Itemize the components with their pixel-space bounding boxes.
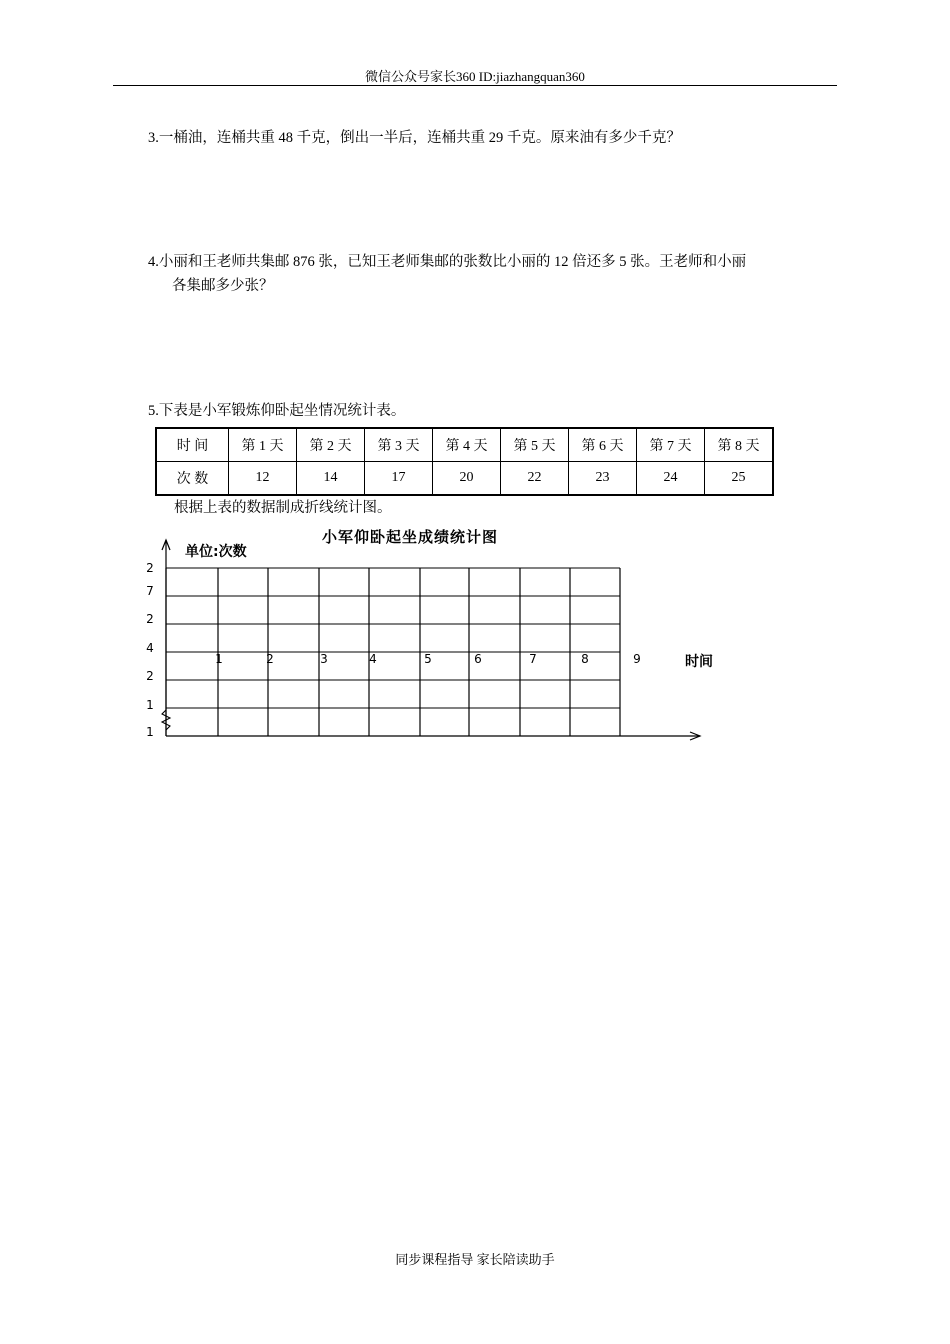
table-cell: 时 间 (156, 428, 229, 462)
table-cell: 第 3 天 (365, 428, 433, 462)
x-tick-label: 6 (474, 652, 482, 666)
question-5: 5.下表是小军锻炼仰卧起坐情况统计表。 (148, 403, 406, 419)
table-cell: 第 2 天 (297, 428, 365, 462)
x-tick-label: 7 (529, 652, 537, 666)
y-tick-label: 2 (146, 561, 154, 575)
table-cell: 24 (637, 462, 705, 496)
x-axis-label: 时间 (685, 654, 713, 670)
table-cell: 第 7 天 (637, 428, 705, 462)
y-tick-label: 1 (146, 698, 154, 712)
table-cell: 17 (365, 462, 433, 496)
chart-instruction: 根据上表的数据制成折线统计图。 (174, 500, 392, 516)
y-tick-label: 7 (146, 584, 154, 598)
x-tick-label: 5 (424, 652, 432, 666)
x-tick-label: 3 (320, 652, 328, 666)
y-tick-label: 2 (146, 669, 154, 683)
x-tick-label: 9 (633, 652, 641, 666)
y-tick-label: 1 (146, 725, 154, 739)
table-cell: 次 数 (156, 462, 229, 496)
chart-title: 小军仰卧起坐成绩统计图 (322, 528, 499, 546)
table-cell: 第 8 天 (705, 428, 774, 462)
question-3: 3.一桶油，连桶共重 48 千克，倒出一半后，连桶共重 29 千克。原来油有多少千克？ (148, 130, 681, 146)
table-cell: 第 5 天 (501, 428, 569, 462)
table-cell: 12 (229, 462, 297, 496)
x-tick-label: 4 (369, 652, 377, 666)
question-4-line-2: 各集邮多少张？ (172, 278, 274, 294)
page-footer: 同步课程指导 家长陪读助手 (395, 1252, 555, 1267)
x-tick-label: 2 (266, 652, 274, 666)
table-cell: 第 4 天 (433, 428, 501, 462)
table-cell: 第 6 天 (569, 428, 637, 462)
y-axis-unit-label: 单位:次数 (185, 544, 247, 560)
page-header: 微信公众号家长360 ID:jiazhangquan360 (365, 69, 585, 84)
table-cell: 第 1 天 (229, 428, 297, 462)
y-tick-label: 2 (146, 612, 154, 626)
question-4-line-1: 4.小丽和王老师共集邮 876 张，已知王老师集邮的张数比小丽的 12 倍还多 5 张。王老师和小丽 (148, 254, 747, 270)
table-cell: 14 (297, 462, 365, 496)
table-cell: 25 (705, 462, 774, 496)
table-cell: 20 (433, 462, 501, 496)
table-cell: 23 (569, 462, 637, 496)
table-cell: 22 (501, 462, 569, 496)
x-tick-label: 1 (215, 652, 223, 666)
x-tick-label: 8 (581, 652, 589, 666)
y-tick-label: 4 (146, 641, 154, 655)
